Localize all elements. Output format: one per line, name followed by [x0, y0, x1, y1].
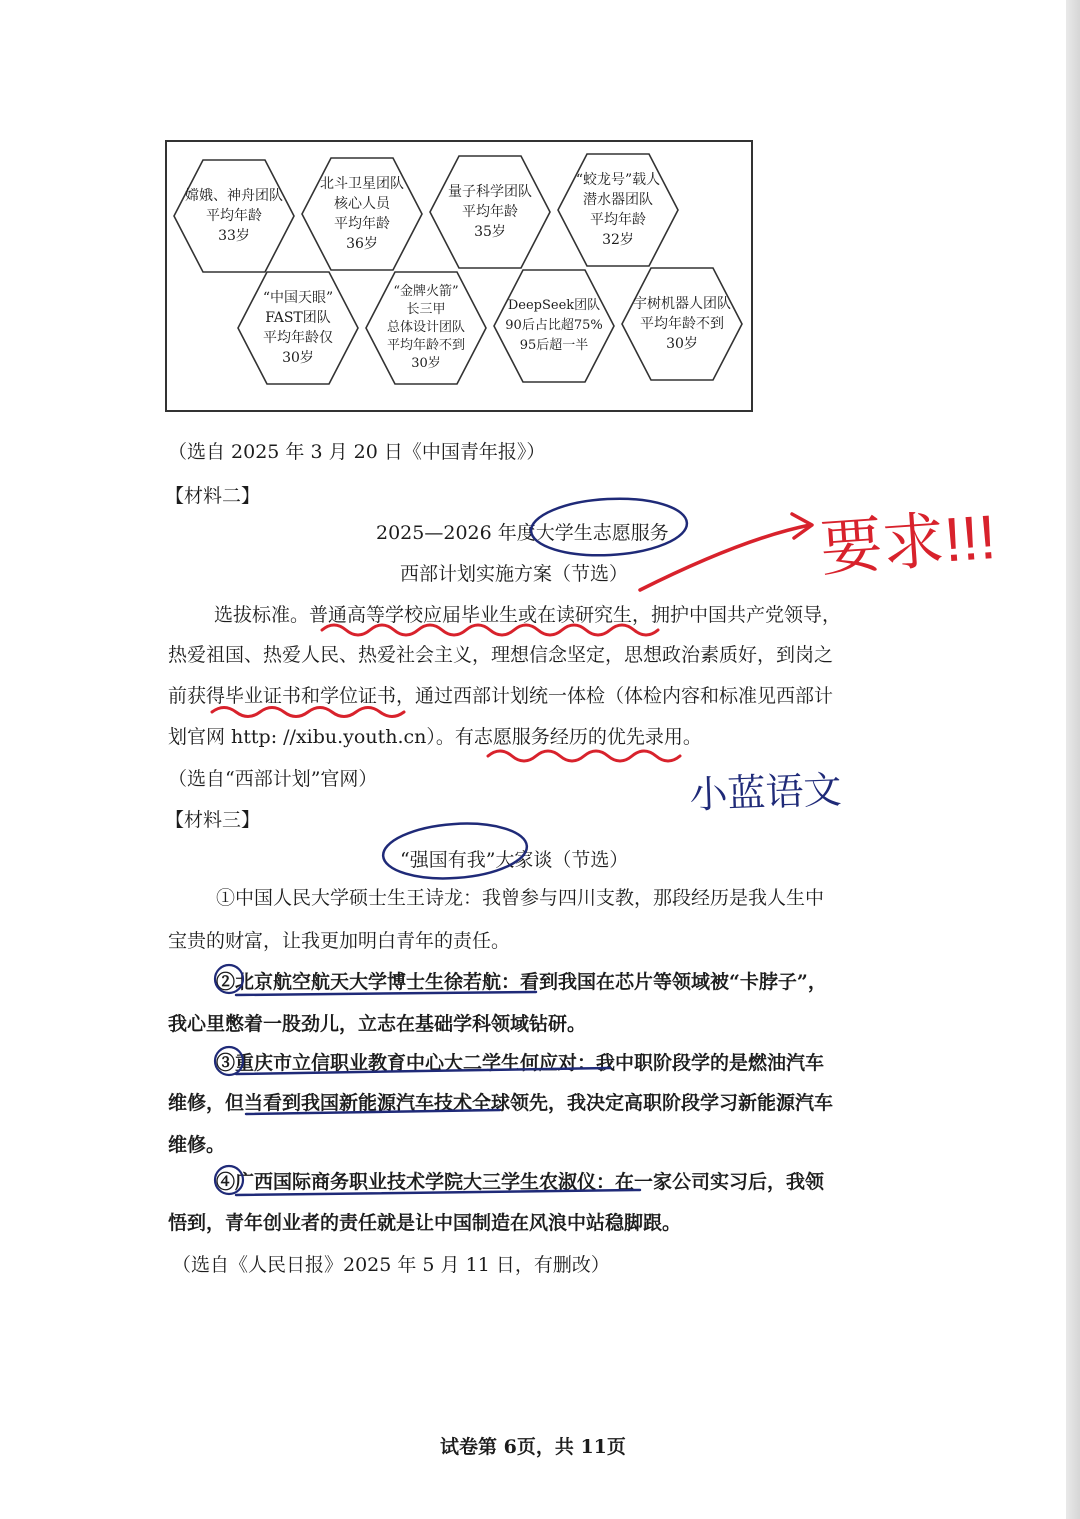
hexagon-text: 长三甲	[406, 302, 446, 317]
hexagon-text: 30岁	[282, 350, 314, 366]
page-number: 试卷第 6页，共 11页	[440, 1436, 626, 1458]
material2-body-line: 划官网 http: //xibu.youth.cn）。有志愿服务经历的优先录用。	[168, 726, 702, 748]
blue-ink-circle	[530, 495, 689, 559]
blue-ink-circle	[381, 819, 528, 883]
material3-source: （选自《人民日报》2025 年 5 月 11 日，有删改）	[172, 1254, 610, 1276]
material3-body-line: 我心里憋着一股劲儿，立志在基础学科领域钻研。	[168, 1013, 587, 1035]
material3-body-line: ②北京航空航天大学博士生徐若航：看到我国在芯片等领域被“卡脖子”，	[216, 971, 827, 993]
blue-underline	[236, 1190, 640, 1195]
red-wavy-underline	[488, 751, 680, 761]
hexagon-text: 宇树机器人团队	[633, 296, 731, 312]
material2-body-line: 前获得毕业证书和学位证书，通过西部计划统一体检（体检内容和标准见西部计	[168, 685, 834, 707]
material2-title-line1: 2025—2026 年度大学生志愿服务	[376, 522, 669, 544]
material3-heading: 【材料三】	[165, 809, 261, 831]
material3-body-line: 维修，但当看到我国新能源汽车技术全球领先，我决定高职阶段学习新能源汽车	[168, 1092, 834, 1114]
hexagon-text: 32岁	[602, 232, 634, 248]
blue-handwritten-note: 小蓝语文	[688, 769, 843, 817]
blue-ink-circle	[215, 1166, 243, 1194]
blue-underline	[236, 992, 536, 995]
material3-body-line: ④广西国际商务职业技术学院大三学生农淑仪：在一家公司实习后，我领	[216, 1171, 825, 1193]
material3-body-line: ③重庆市立信职业教育中心大二学生何应对：我中职阶段学的是燃油汽车	[216, 1052, 825, 1074]
red-wavy-underline	[212, 708, 404, 717]
blue-ink-circle	[215, 965, 243, 993]
hexagon-text: 嫦娥、神舟团队	[185, 188, 283, 204]
figure-source: （选自 2025 年 3 月 20 日《中国青年报》）	[168, 441, 546, 463]
hexagon-text: 平均年龄仅	[263, 330, 333, 346]
red-arrow-line	[640, 525, 810, 590]
hexagon-text: 总体设计团队	[386, 320, 465, 335]
hexagon-text: 潜水器团队	[583, 192, 653, 208]
hexagon-text: 平均年龄	[206, 208, 262, 224]
hexagon-text: 平均年龄	[334, 216, 390, 232]
hexagon-text: 北斗卫星团队	[320, 176, 404, 192]
material3-body-line: 维修。	[168, 1134, 226, 1156]
blue-underline	[236, 1068, 610, 1074]
hexagon-text: 36岁	[346, 236, 378, 252]
material3-title: “强国有我”大家谈（节选）	[400, 849, 629, 871]
material2-body-line: 选拔标准。普通高等学校应届毕业生或在读研究生，拥护中国共产党领导，	[214, 604, 842, 626]
blue-ink-circle	[215, 1047, 243, 1075]
hexagon-text: 90后占比超75%	[505, 318, 603, 333]
hexagon-text: 平均年龄不到	[386, 338, 465, 353]
material3-body-line: ①中国人民大学硕士生王诗龙：我曾参与四川支教，那段经历是我人生中	[216, 887, 825, 909]
material2-body-line: 热爱祖国、热爱人民、热爱社会主义，理想信念坚定，思想政治素质好，到岗之	[168, 644, 834, 666]
material2-heading: 【材料二】	[165, 485, 261, 507]
page-edge-shadow	[1066, 0, 1080, 1519]
hexagon-text: 95后超一半	[519, 338, 589, 353]
hexagon-text: 核心人员	[334, 196, 390, 212]
hexagon-text: “蛟龙号”载人	[575, 172, 661, 188]
red-wavy-underline	[322, 625, 658, 635]
blue-underline	[246, 1110, 500, 1114]
material3-body-line: 宝贵的财富，让我更加明白青年的责任。	[168, 930, 511, 952]
red-handwritten-note: 要求!!!	[818, 502, 999, 584]
material2-source: （选自“西部计划”官网）	[168, 768, 378, 790]
hexagon-text: “中国天眼”	[262, 290, 334, 306]
hexagon-text: “金牌火箭”	[393, 284, 459, 299]
hexagon-text: 30岁	[411, 356, 441, 371]
hexagon-text: 33岁	[218, 228, 250, 244]
hexagon-text: 35岁	[474, 224, 506, 240]
hexagon-text: 30岁	[666, 336, 698, 352]
hexagon-text: DeepSeek团队	[507, 298, 601, 313]
hexagon-text: 量子科学团队	[448, 184, 532, 200]
material3-body-line: 悟到，青年创业者的责任就是让中国制造在风浪中站稳脚跟。	[168, 1212, 682, 1234]
material2-title-line2: 西部计划实施方案（节选）	[400, 563, 629, 585]
hexagon-text: 平均年龄	[462, 204, 518, 220]
hexagon-text: 平均年龄不到	[640, 316, 724, 332]
hexagon-text: FAST团队	[265, 310, 331, 326]
hexagon-text: 平均年龄	[590, 212, 646, 228]
